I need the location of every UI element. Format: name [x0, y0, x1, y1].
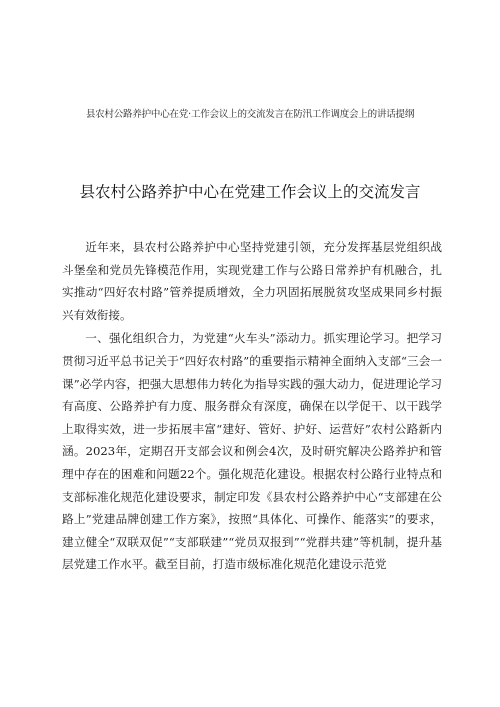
document-body — [62, 236, 442, 576]
document-summary-header: 县农村公路养护中心在党·工作会议上的交流发言在防汛工作调度会上的讲话提纲 — [85, 109, 415, 120]
paragraph-intro: 近年来，县农村公路养护中心坚持党建引领，充分发挥基层党组织战斗堡垒和党员先锋模范作用，实现党建工作与公路日常养护有机融合，扎实推动“四好农村路”管养提质增效，全力巩固拓展脱贫攻坚成果同乡村振兴有效衔接。 — [62, 240, 442, 322]
paragraph-section-one: 一、强化组织合力，为党建“火车头”添动力。抓实理论学习。把学习贯彻习近平总书记关于“四好农村路”的重要指示精神全面纳入支部“三会一课”必学内容，把强大思想伟力转化为指导实践的强大动力，促进理论学习有高度、公路养护有力度、服务群众有深度，确保在以学促干、以干践学上取得实效，进一步拓展丰富“建好、管好、护好、运营好”农村公路新内涵。2023年，定期召开支部会议和例会4次，及时研究解决公路养护和管理中存在的困难和问题22个。强化规范化建设。根据农村公路行业特点和支部标准化规范化建设要求，制定印发《县农村公路养护中心“支部建在公路上”党建品牌创建工作方案》，按照“具体化、可操作、能落实”的要求，建立健全“双联双促”“支部联建”“党员双报到”“党群共建”等机制，提升基层党建工作水平。截至目前，打造市级标准化规范化建设示范党 — [62, 331, 442, 572]
document-title: 县农村公路养护中心在党建工作会议上的交流发言 — [79, 183, 421, 201]
